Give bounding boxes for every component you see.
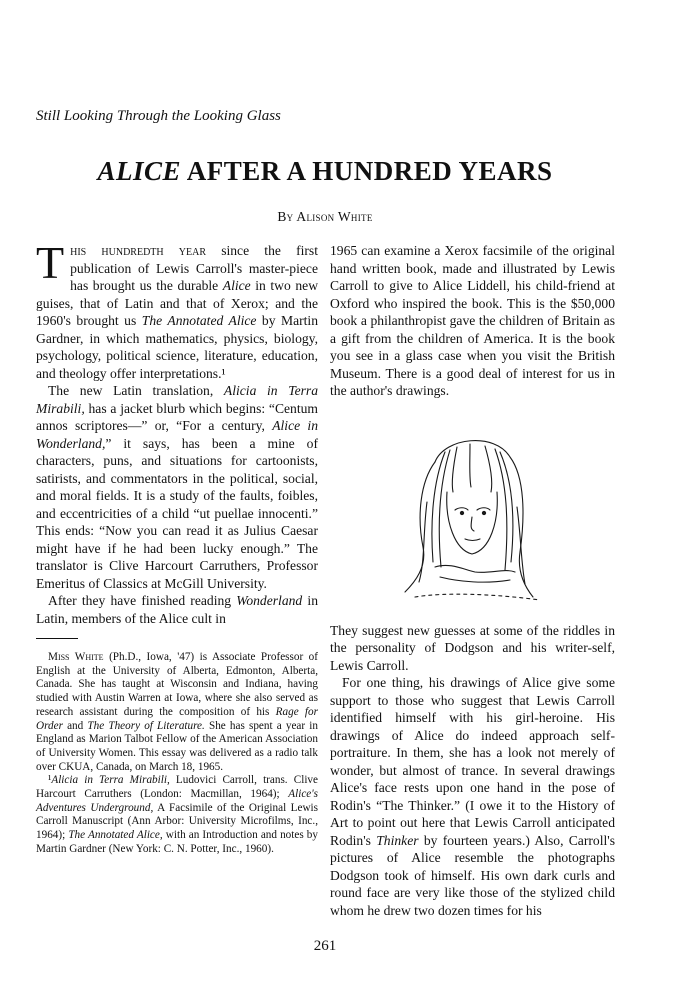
drop-cap: T <box>36 237 65 288</box>
rp3-text-b: by fourteen years.) Also, Carroll's pictures of Alice resemble the photographs Dodgson took of himself. His own dark curls and round face are very like those of the stylized child whom he drew two dozen times for his <box>330 832 615 918</box>
running-head: Still Looking Through the Looking Glass <box>36 108 281 124</box>
fn1-text-a: Ludovici Carroll, trans. Clive Harcourt Carruthers (London: Macmillan, 1964); <box>36 774 318 801</box>
paragraph-1 <box>36 237 319 382</box>
bio-name: Miss White <box>48 651 104 663</box>
fn1-text-c: with an Introduction and notes by Martin Gardner (New York: C. N. Potter, Inc., 1960). <box>36 829 318 855</box>
fn1-text-b: A Facsimile of the Original Lewis Carroll Manuscript (Ann Arbor: University Microfilms, Inc., 1964); <box>36 801 319 842</box>
bio-rage-for-order: Rage for Order <box>36 705 318 732</box>
p3-wonderland: Wonderland <box>236 593 303 608</box>
p3-text-a: After they have finished reading <box>48 593 237 608</box>
bio-and: and <box>62 719 88 732</box>
p3-text-b: in Latin, members of the Alice cult in <box>36 593 318 626</box>
right-column <box>330 242 615 919</box>
p2-text-a: The new Latin translation, <box>48 383 224 398</box>
right-paragraph-1: 1965 can examine a Xerox facsimile of the original hand written book, made and illustrated by Lewis Carroll to give to Alice Liddell, his child-friend at Oxford who inspired the book. This is the $50,000 book a philanthropist gave the children of Britain as a gift from the children of America. It is the book you see in a glass case when you visit the British Museum. There is a good deal of interest for us in the author's drawings. <box>330 243 615 398</box>
title-rest: AFTER A HUNDRED YEARS <box>180 156 553 186</box>
bio-text-b: She has spent a year in England as Marion Talbot Fellow of the American Association of University Women. This essay was delivered as a radio talk over CKUA, Canada, on March 18, 1965. <box>36 719 318 773</box>
p2-text-b: has a jacket blurb which begins: “Centum annos scriptores—” or, “For a century, <box>36 400 318 433</box>
opening-small-caps: his hundredth year <box>70 243 207 258</box>
p1-text-c: by Martin Gardner, in which mathematics, physics, biology, psychology, political science, literature, education, and theology offer interpretations.¹ <box>36 313 319 381</box>
p1-text-b: in two new guises, that of Latin and that of Xerox; and the 1960's brought us <box>36 278 319 328</box>
p2-text-c: ” it says, has been a mine of characters, puns, and situations for cartoonists, satirists, and commentators in the political, social, and moral fields. It is a study of the faults, foibles, and eccentricities of a child “ut puellae innocenti.” This ends: “Now you can read it as Julius Caesar might have if he had been lucky enough.” The translator is Clive Harcourt Carruthers, Professor Emeritus of Classics at McGill University. <box>36 435 318 591</box>
fn1-alicia-title: Alicia in Terra Mirabili, <box>51 774 170 787</box>
fn1-adventures-title: Alice's Adventures Underground, <box>36 788 318 814</box>
article-title <box>0 156 650 187</box>
rp3-thinker: Thinker <box>376 832 419 848</box>
paragraph-3 <box>36 592 318 627</box>
bio-theory-of-literature: The Theory of Literature. <box>87 719 205 732</box>
footnote-1-mark: ¹ <box>48 774 52 787</box>
rp3-text-a: For one thing, his drawings of Alice give some support to those who suggest that Lewis Carroll identified himself with his girl-heroine. His drawings of Alice do indeed approach self-portraiture. In them, she has a look not merely of wonder, but almost of trance. In several drawings Alice's face rests upon one hand in the pose of Rodin's “The Thinker.” (I owe it to the History of Art to point out here that Lewis Carroll anticipated Rodin's <box>330 675 615 848</box>
footnotes <box>36 651 318 857</box>
p2-latin-title: Alicia in Terra Mirabili, <box>36 383 318 416</box>
fn1-annotated-title: The Annotated Alice, <box>68 829 163 842</box>
left-column <box>36 237 319 857</box>
alice-drawing <box>330 414 615 614</box>
byline: By Alison White <box>277 209 373 224</box>
page-number: 261 <box>313 938 337 954</box>
p1-alice: Alice <box>222 278 251 293</box>
alice-face-sketch-icon <box>375 422 565 612</box>
p2-wonderland: Alice in Wonderland, <box>36 418 318 451</box>
author-bio-note <box>36 651 318 774</box>
footnote-1 <box>36 774 318 856</box>
p1-text-a: since the first publication of Lewis Carroll's master-piece has brought us the durable <box>70 243 318 293</box>
title-italic-word: ALICE <box>97 156 181 186</box>
footnote-rule <box>36 638 78 639</box>
right-paragraph-2: They suggest new guesses at some of the riddles in the personality of Dodgson and his writer-self, Lewis Carroll. <box>330 622 615 673</box>
right-paragraph-3 <box>330 674 615 919</box>
bio-text-a: (Ph.D., Iowa, '47) is Associate Professor of English at the University of Alberta, Edmonton, Alberta, Canada. She has taught at Wisconsin and Indiana, having studied with Austin Warren at Iowa, where she also served as research assistant during the composition of his <box>36 651 318 718</box>
p1-annotated-title: The Annotated Alice <box>141 313 257 328</box>
paragraph-2 <box>36 382 318 592</box>
